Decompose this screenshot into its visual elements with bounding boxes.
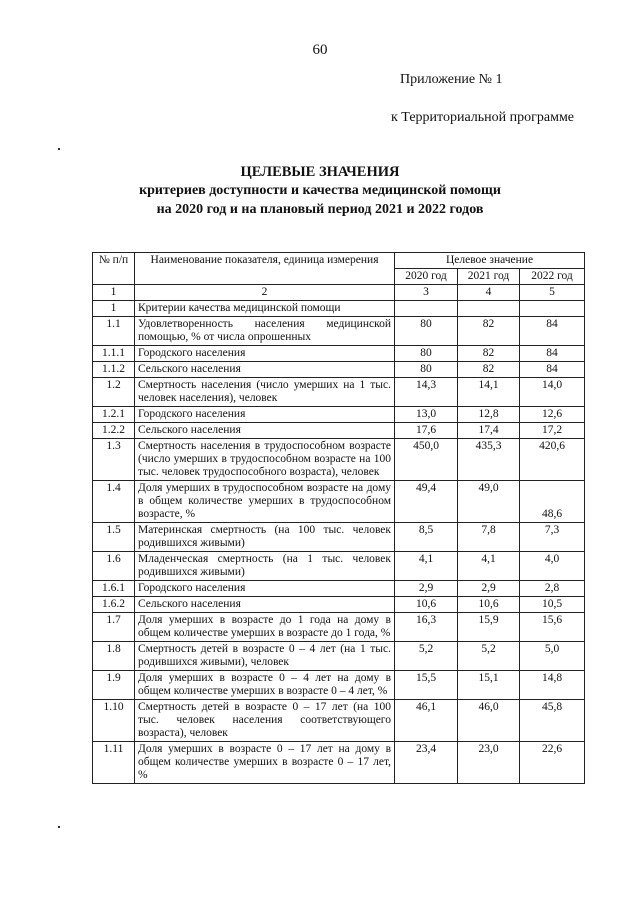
value-2021 — [458, 301, 520, 317]
indicator-name: Сельского населения — [135, 423, 395, 439]
column-number: 3 — [395, 285, 458, 301]
row-number: 1.9 — [93, 671, 135, 700]
table-row — [93, 597, 585, 613]
row-number: 1.6.1 — [93, 581, 135, 597]
indicator-name: Смертность детей в возрасте 0 – 4 лет (на 1 тыс. родившихся живыми), человек — [135, 642, 395, 671]
value-2021: 82 — [458, 362, 520, 378]
appendix-reference: к Территориальной программе — [391, 110, 575, 125]
value-2020: 80 — [395, 362, 458, 378]
value-2020: 10,6 — [395, 597, 458, 613]
row-number: 1.7 — [93, 613, 135, 642]
value-2022: 14,8 — [520, 671, 585, 700]
value-2020: 16,3 — [395, 613, 458, 642]
indicator-name: Доля умерших в возрасте до 1 года на дому в общем количестве умерших в возрасте до 1 года, % — [135, 613, 395, 642]
row-number: 1.1 — [93, 317, 135, 346]
row-number: 1 — [93, 301, 135, 317]
header-target-value: Целевое значение — [395, 253, 585, 269]
indicator-name: Удовлетворенность населения медицинской помощью, % от числа опрошенных — [135, 317, 395, 346]
table-row — [93, 581, 585, 597]
header-year-2022: 2022 год — [520, 269, 585, 285]
column-number: 5 — [520, 285, 585, 301]
value-2022: 15,6 — [520, 613, 585, 642]
indicator-name: Материнская смертность (на 100 тыс. человек родившихся живыми) — [135, 523, 395, 552]
row-number: 1.2 — [93, 378, 135, 407]
value-2021: 2,9 — [458, 581, 520, 597]
value-2020: 450,0 — [395, 439, 458, 481]
header-year-2020: 2020 год — [395, 269, 458, 285]
value-2022: 45,8 — [520, 700, 585, 742]
margin-speck — [58, 826, 60, 828]
indicator-name: Младенческая смертность (на 1 тыс. человек родившихся живыми) — [135, 552, 395, 581]
value-2020: 13,0 — [395, 407, 458, 423]
indicator-name: Доля умерших в возрасте 0 – 17 лет на дому в общем количестве умерших в возрасте 0 – 17 лет, % — [135, 742, 395, 784]
value-2021: 17,4 — [458, 423, 520, 439]
value-2021: 14,1 — [458, 378, 520, 407]
indicator-name: Городского населения — [135, 407, 395, 423]
value-2020 — [395, 301, 458, 317]
value-2021: 23,0 — [458, 742, 520, 784]
indicator-name: Городского населения — [135, 581, 395, 597]
value-2020: 15,5 — [395, 671, 458, 700]
table-row — [93, 671, 585, 700]
value-2022: 7,3 — [520, 523, 585, 552]
value-2021: 15,1 — [458, 671, 520, 700]
value-2021: 49,0 — [458, 481, 520, 523]
value-2021: 46,0 — [458, 700, 520, 742]
indicator-name: Городского населения — [135, 346, 395, 362]
table-row — [93, 423, 585, 439]
value-2022: 84 — [520, 362, 585, 378]
row-number: 1.5 — [93, 523, 135, 552]
value-2021: 15,9 — [458, 613, 520, 642]
value-2022: 10,5 — [520, 597, 585, 613]
value-2022: 2,8 — [520, 581, 585, 597]
column-number: 2 — [135, 285, 395, 301]
header-indicator: Наименование показателя, единица измерения — [135, 253, 395, 285]
indicator-name: Доля умерших в возрасте 0 – 4 лет на дому в общем количестве умерших в возрасте 0 – 4 лет, % — [135, 671, 395, 700]
indicator-name: Смертность детей в возрасте 0 – 17 лет (на 100 тыс. человек населения соответствующего возраста), человек — [135, 700, 395, 742]
value-2020: 5,2 — [395, 642, 458, 671]
row-number: 1.10 — [93, 700, 135, 742]
appendix-label: Приложение № 1 — [400, 72, 503, 87]
table-column-numbers-row — [93, 285, 585, 301]
value-2021: 82 — [458, 317, 520, 346]
value-2021: 7,8 — [458, 523, 520, 552]
page-number: 60 — [312, 42, 328, 58]
table-header-row — [93, 253, 585, 269]
table-row — [93, 552, 585, 581]
value-2020: 8,5 — [395, 523, 458, 552]
column-number: 4 — [458, 285, 520, 301]
row-number: 1.3 — [93, 439, 135, 481]
indicator-name: Смертность населения (число умерших на 1 тыс. человек населения), человек — [135, 378, 395, 407]
value-2020: 46,1 — [395, 700, 458, 742]
value-2022: 12,6 — [520, 407, 585, 423]
value-2021: 5,2 — [458, 642, 520, 671]
row-number: 1.1.2 — [93, 362, 135, 378]
value-2020: 4,1 — [395, 552, 458, 581]
document-title: ЦЕЛЕВЫЕ ЗНАЧЕНИЯ — [240, 164, 400, 180]
table-row — [93, 407, 585, 423]
table-row — [93, 362, 585, 378]
row-number: 1.11 — [93, 742, 135, 784]
value-2020: 14,3 — [395, 378, 458, 407]
header-year-2021: 2021 год — [458, 269, 520, 285]
row-number: 1.6 — [93, 552, 135, 581]
value-2022 — [520, 301, 585, 317]
header-number: № п/п — [93, 253, 135, 285]
value-2022: 420,6 — [520, 439, 585, 481]
table-row — [93, 742, 585, 784]
criteria-table — [92, 252, 585, 784]
document-subtitle: критериев доступности и качества медицинской помощи — [139, 183, 501, 198]
table-row — [93, 481, 585, 523]
value-2020: 80 — [395, 317, 458, 346]
indicator-name: Критерии качества медицинской помощи — [135, 301, 395, 317]
value-2021: 12,8 — [458, 407, 520, 423]
table-row — [93, 317, 585, 346]
indicator-name: Смертность населения в трудоспособном возрасте (число умерших в трудоспособном возрасте на 100 тыс. человек трудоспособного возраста), человек — [135, 439, 395, 481]
table-row — [93, 439, 585, 481]
value-2020: 49,4 — [395, 481, 458, 523]
value-2020: 17,6 — [395, 423, 458, 439]
value-2022: 48,6 — [520, 481, 585, 523]
indicator-name: Доля умерших в трудоспособном возрасте на дому в общем количестве умерших в трудоспособном возрасте, % — [135, 481, 395, 523]
indicator-name: Сельского населения — [135, 362, 395, 378]
value-2022: 17,2 — [520, 423, 585, 439]
table-row — [93, 346, 585, 362]
row-number: 1.4 — [93, 481, 135, 523]
value-2021: 82 — [458, 346, 520, 362]
value-2020: 80 — [395, 346, 458, 362]
table-row — [93, 378, 585, 407]
table-row — [93, 613, 585, 642]
document-period: на 2020 год и на плановый период 2021 и 2022 годов — [156, 202, 484, 217]
row-number: 1.1.1 — [93, 346, 135, 362]
indicator-name: Сельского населения — [135, 597, 395, 613]
value-2022: 5,0 — [520, 642, 585, 671]
value-2022: 22,6 — [520, 742, 585, 784]
value-2020: 23,4 — [395, 742, 458, 784]
table-row — [93, 642, 585, 671]
column-number: 1 — [93, 285, 135, 301]
row-number: 1.2.2 — [93, 423, 135, 439]
value-2022: 84 — [520, 317, 585, 346]
value-2022: 84 — [520, 346, 585, 362]
margin-speck — [58, 148, 60, 150]
value-2020: 2,9 — [395, 581, 458, 597]
value-2021: 10,6 — [458, 597, 520, 613]
table-row — [93, 301, 585, 317]
row-number: 1.2.1 — [93, 407, 135, 423]
row-number: 1.8 — [93, 642, 135, 671]
value-2022: 14,0 — [520, 378, 585, 407]
value-2021: 435,3 — [458, 439, 520, 481]
value-2022: 4,0 — [520, 552, 585, 581]
value-2021: 4,1 — [458, 552, 520, 581]
table-row — [93, 523, 585, 552]
table-row — [93, 700, 585, 742]
row-number: 1.6.2 — [93, 597, 135, 613]
